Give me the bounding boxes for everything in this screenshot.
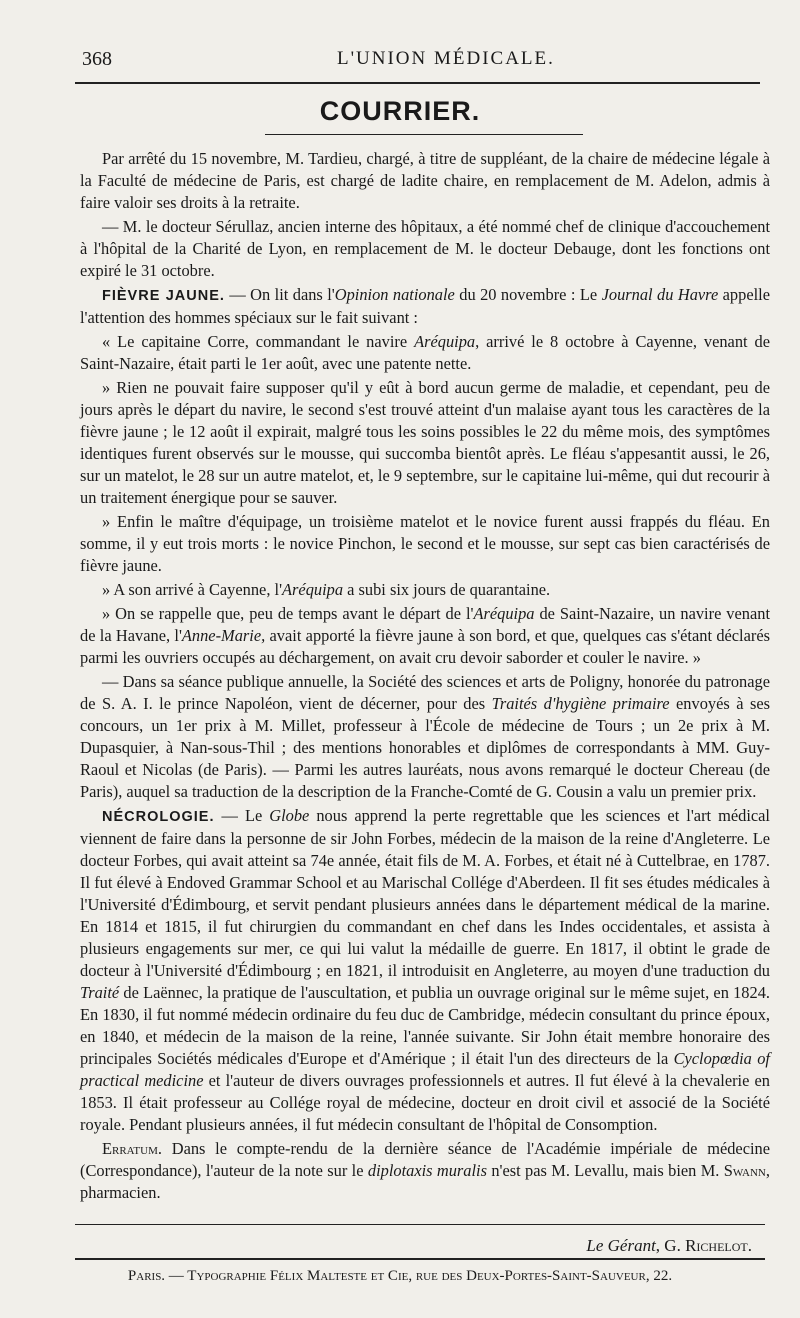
work-title: Cyclopœdia of practical medicine — [80, 1049, 770, 1090]
page-header — [82, 48, 764, 76]
signature — [586, 1236, 752, 1256]
running-title: L'UNION MÉDICALE. — [337, 48, 555, 69]
publication-name: Journal du Havre — [601, 285, 719, 304]
text-span: et l'auteur de divers ouvrages professionnels et autres. Il fut élevé à la chevalerie en 1853. Il était professeur au Collége royal de médecine, docteur en droit civil et associé de la Société royale. Pendant plusieurs années, il fut médecin consultant de l'hôpital de Consomption. — [80, 1071, 770, 1134]
printer-imprint: Paris. — Typographie Félix Malteste et Cie, rue des Deux-Portes-Saint-Sauveur, 22. — [127, 1268, 673, 1284]
text-span: a subi six jours de quarantaine. — [343, 580, 551, 599]
paragraph-poligny — [80, 671, 770, 803]
text-span: « Le capitaine Corre, commandant le navire — [102, 332, 415, 351]
heading-necrologie: NÉCROLOGIE. — [102, 809, 215, 825]
text-span: — Le — [214, 806, 270, 825]
text-span: — Dans sa séance publique annuelle, la Société des sciences et arts de Poligny, honorée du patronage de S. A. I. le prince Napoléon, vient de décerner, pour des — [80, 672, 770, 713]
work-title: Traités d'hygiène primaire — [491, 694, 670, 713]
page-number: 368 — [82, 48, 112, 70]
heading-erratum: Erratum. — [102, 1139, 162, 1158]
paragraph-deaths: » Enfin le maître d'équipage, un troisième matelot et le novice furent aussi frappés du fléau. En somme, il y eut trois morts : le novice Pinchon, le second et le mousse, sur sept cas bien caractérisés de fièvre jaune. — [80, 512, 770, 575]
text-span: » A son arrivé à Cayenne, l' — [102, 580, 283, 599]
publication-name: Globe — [269, 806, 310, 825]
article-body — [80, 148, 770, 1206]
signature-role: Le Gérant — [586, 1236, 656, 1255]
paragraph-corre — [80, 331, 770, 375]
text-span: de Laënnec, la pratique de l'auscultation, et publia un ouvrage original sur le même sujet, en 1824. En 1830, il fut nommé médecin ordinaire du feu duc de Cambridge, médecin consultant du prince époux, en 1840, et médecin de la maison de la reine, l'année suivante. Sir John était membre honoraire des principales Sociétés médicales d'Europe et d'Amérique ; il était l'un des directeurs de la — [80, 983, 770, 1068]
footer-rule-double — [75, 1258, 765, 1260]
paragraph-erratum — [80, 1138, 770, 1204]
signature-name: , G. Richelot. — [655, 1236, 752, 1255]
ship-name: Aréquipa — [282, 580, 344, 599]
text-span: Dans le compte-rendu de la dernière séance de l'Académie impériale de médecine (Correspondance), l'auteur de la note sur le — [80, 1139, 770, 1180]
species-name: diplotaxis muralis — [367, 1161, 487, 1180]
text-span: appelle l'attention des hommes spéciaux sur le fait suivant : — [80, 285, 770, 327]
paragraph-anne-marie — [80, 603, 770, 669]
ship-name: Aréquipa — [473, 604, 535, 623]
text-span: du 20 novembre : Le — [454, 285, 602, 304]
footer-rule — [75, 1224, 765, 1225]
ship-name: Anne-Marie, — [181, 626, 266, 645]
title-rule — [265, 134, 583, 135]
text-span: envoyés à ses concours, un 1er prix à M. Millet, professeur à l'École de médecine de Tours ; un 2e prix à M. Dupasquier, à Nan-sous-Thil ; des mentions honorables et diplômes de correspondants à MM. Guy-Raoul et Nicolas (de Paris). — Parmi les autres lauréats, nous avons remarqué le docteur Chereau (de Paris), auquel sa traduction de la description de la Franche-Comté de G. Cousin a valu un premier prix. — [80, 694, 771, 801]
heading-fievre-jaune: FIÈVRE JAUNE. — [102, 288, 225, 304]
text-span: de Saint-Nazaire, un navire venant de la Havane, l' — [80, 604, 770, 645]
text-span: — On lit dans l' — [224, 285, 335, 304]
text-span: , arrivé le 8 octobre à Cayenne, venant de Saint-Nazaire, était parti le 1er août, avec une patente nette. — [80, 332, 770, 373]
ship-name: Aréquipa — [414, 332, 476, 351]
text-span: avait apporté la fièvre jaune à son bord, et que, quelques cas s'étant déclarés parmi les ouvriers occupés au déchargement, on avait cru devoir saborder et couler le navire. » — [80, 626, 770, 667]
paragraph-quarantine — [80, 579, 770, 601]
publication-name: Opinion nationale — [334, 285, 455, 304]
header-rule — [75, 82, 760, 84]
paragraph-tardieu: Par arrêté du 15 novembre, M. Tardieu, chargé, à titre de suppléant, de la chaire de médecine légale à la Faculté de médecine de Paris, est chargé de ladite chaire, en remplacement de M. Adelon, admis à faire valoir ses droits à la retraite. — [80, 149, 770, 212]
person-name: Swann — [723, 1161, 766, 1180]
text-span: n'est pas M. Levallu, mais bien M. — [486, 1161, 724, 1180]
paragraph-fievre-jaune — [80, 284, 770, 329]
text-span: » On se rappelle que, peu de temps avant le départ de l' — [102, 604, 474, 623]
text-span: nous apprend la perte regrettable que les sciences et l'art médical viennent de faire dans la personne de sir John Forbes, médecin de la maison de la reine d'Angleterre. Le docteur Forbes, qui avait atteint sa 74e année, était fils de M. A. Forbes, et était né à Cuttelbrae, en 1787. Il fut élevé à Endoved Grammar School et au Marischal Collége d'Aberdeen. Il fit ses études médicales à l'Université d'Édimbourg, et servit pendant plusieurs années dans le département médical de la marine. En 1814 et 1815, il fut chirurgien du commandant en chef dans les Indes occidentales, et assista à plusieurs engagements sur mer, ce qui lui valut la médaille de guerre. En 1817, il obtint le grade de docteur à l'Université d'Édimbourg ; en 1821, il introduisit en Angleterre, au moyen d'une traduction du — [80, 806, 770, 980]
paragraph-serullaz: — M. le docteur Sérullaz, ancien interne des hôpitaux, a été nommé chef de clinique d'accouchement à l'hôpital de la Charité de Lyon, en remplacement de M. le docteur Debauge, dont les fonctions ont expiré le 31 octobre. — [80, 217, 770, 280]
section-title: COURRIER. — [319, 96, 481, 126]
text-span: , pharmacien. — [80, 1161, 770, 1202]
paragraph-necrologie — [80, 805, 770, 1136]
paragraph-outbreak: » Rien ne pouvait faire supposer qu'il y eût à bord aucun germe de maladie, et cependant, peu de jours après le départ du navire, le second s'est trouvé atteint d'un malaise ayant tous les caractères de la fièvre jaune ; le 12 août il expirait, malgré tous les soins possibles le 22 du même mois, des symptômes identiques furent observés sur le mousse, qui succomba bientôt après. Le fléau s'appesantit aussi, le 26, sur un matelot, le 28 sur un autre matelot, et, le 9 septembre, sur le capitaine lui-même, qui dut recourir à un traitement énergique pour se sauver. — [80, 378, 770, 507]
work-title: Traité — [80, 983, 120, 1002]
